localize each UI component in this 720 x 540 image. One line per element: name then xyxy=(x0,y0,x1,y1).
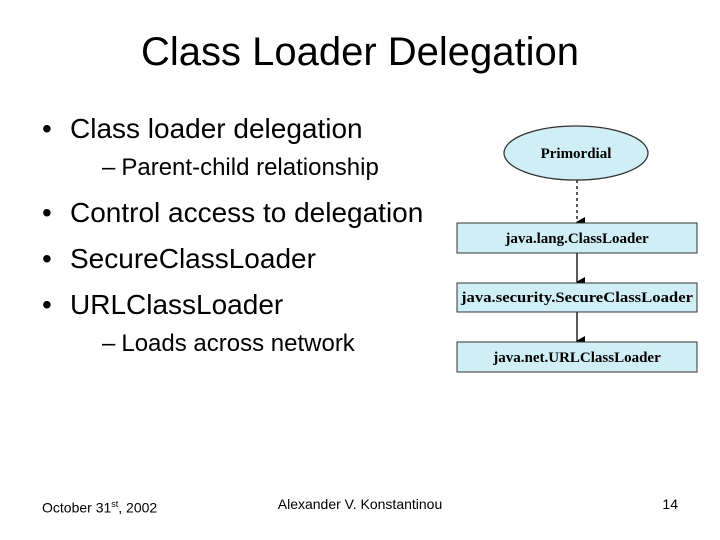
sub-bullet-text: Loads across network xyxy=(121,330,355,357)
dash-icon: – xyxy=(102,330,116,357)
node-java-security-secureclassloader-label: java.security.SecureClassLoader xyxy=(459,290,694,306)
bullet-text: URLClassLoader xyxy=(70,289,284,320)
footer-date-month-day: October 31 xyxy=(42,499,112,516)
bullet-icon: • xyxy=(42,113,52,144)
sub-bullet-item xyxy=(42,152,442,184)
node-java-lang-classloader xyxy=(457,223,697,253)
bullet-icon: • xyxy=(42,197,52,228)
footer-date-year: , 2002 xyxy=(118,499,158,516)
node-java-security-secureclassloader xyxy=(457,283,697,312)
node-java-net-urlclassloader-label: java.net.URLClassLoader xyxy=(493,350,661,366)
sub-bullet-item xyxy=(42,328,442,360)
bullet-item xyxy=(42,110,442,148)
page-number: 14 xyxy=(662,496,678,512)
bullet-list xyxy=(42,110,442,360)
node-java-lang-classloader-label: java.lang.ClassLoader xyxy=(505,231,649,247)
bullet-text: SecureClassLoader xyxy=(70,243,316,274)
node-primordial xyxy=(504,126,648,180)
footer-author: Alexander V. Konstantinou xyxy=(277,496,443,512)
bullet-item xyxy=(42,194,442,232)
slide-title: Class Loader Delegation xyxy=(140,30,580,74)
bullet-text: Class loader delegation xyxy=(70,113,363,144)
node-primordial-label: Primordial xyxy=(540,146,612,162)
bullet-item xyxy=(42,286,442,324)
bullet-icon: • xyxy=(42,243,52,274)
node-java-net-urlclassloader xyxy=(457,342,697,372)
footer-date-ordinal: st xyxy=(111,499,119,509)
bullet-item xyxy=(42,240,442,278)
sub-bullet-text: Parent-child relationship xyxy=(121,154,379,181)
bullet-text: Control access to delegation xyxy=(70,197,424,228)
dash-icon: – xyxy=(102,154,116,181)
bullet-icon: • xyxy=(42,289,52,320)
